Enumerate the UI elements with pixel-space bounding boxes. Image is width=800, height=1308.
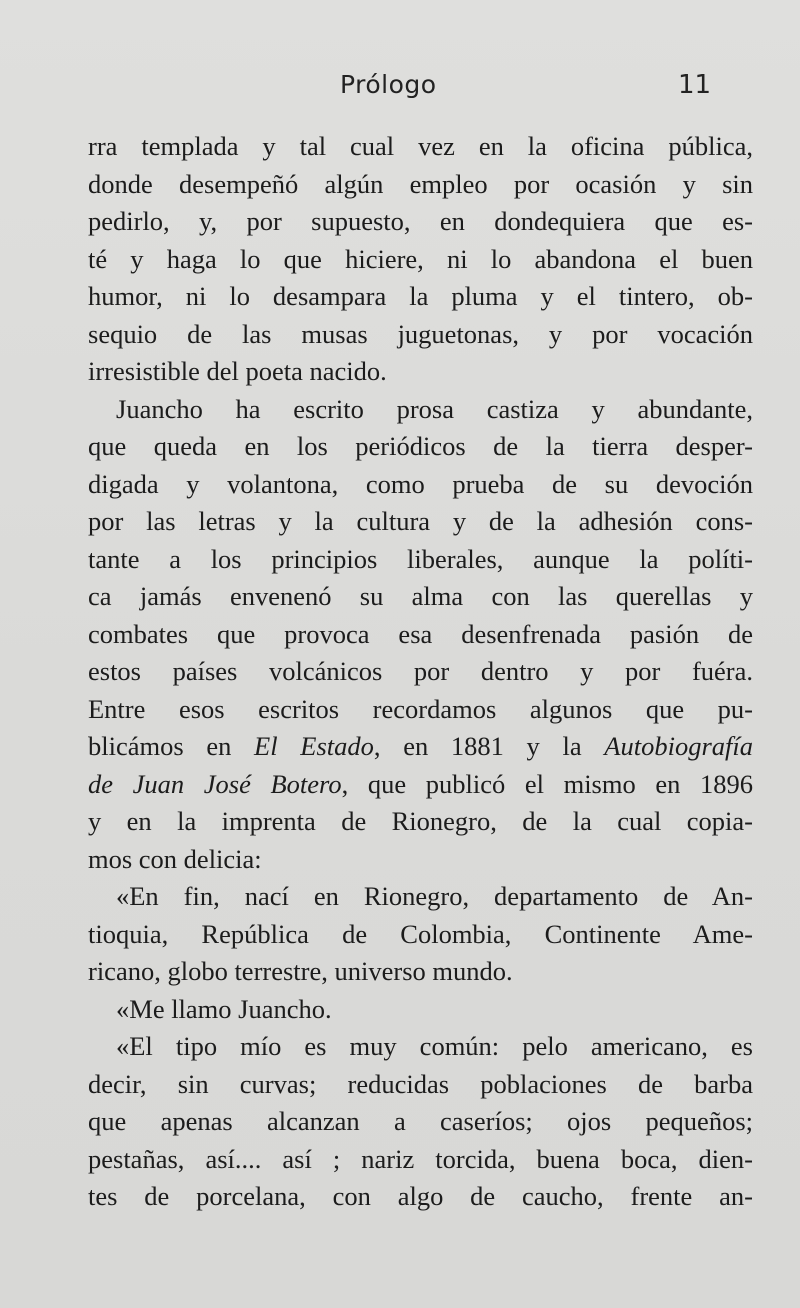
line-text: donde desempeñó algún empleo por ocasión y sin bbox=[88, 168, 753, 199]
text-line bbox=[88, 353, 753, 391]
line-text: por las letras y la cultura y de la adhesión cons- bbox=[88, 506, 753, 536]
line-text: y en la imprenta de Rionegro, de la cual copia- bbox=[88, 806, 753, 836]
line-text: ricano, globo terrestre, universo mundo. bbox=[88, 956, 513, 986]
text-line bbox=[88, 653, 753, 691]
line-text: tioquia, República de Colombia, Continente Ame- bbox=[88, 918, 753, 949]
text-line bbox=[88, 991, 753, 1029]
line-text: mos con delicia: bbox=[88, 843, 262, 874]
text-line bbox=[88, 166, 753, 204]
text-line bbox=[88, 616, 753, 654]
italic-text: de Juan José Botero bbox=[88, 768, 342, 799]
text-line bbox=[88, 503, 753, 541]
text-line bbox=[88, 691, 753, 729]
text-line bbox=[88, 541, 753, 579]
line-text: decir, sin curvas; reducidas poblaciones de barba bbox=[88, 1068, 753, 1099]
text-line bbox=[88, 916, 753, 954]
text-line bbox=[88, 766, 753, 804]
text-line bbox=[88, 728, 753, 766]
text-line bbox=[88, 128, 753, 166]
line-text: , en 1881 y la bbox=[373, 731, 605, 761]
text-line bbox=[88, 841, 753, 879]
running-title: Prólogo bbox=[340, 70, 437, 99]
line-text: combates que provoca esa desenfrenada pasión de bbox=[88, 618, 753, 649]
text-line bbox=[88, 1028, 753, 1066]
line-text: digada y volantona, como prueba de su devoción bbox=[88, 468, 753, 499]
line-text: té y haga lo que hiciere, ni lo abandona el buen bbox=[88, 243, 753, 274]
text-line bbox=[88, 578, 753, 616]
line-text: ca jamás envenenó su alma con las querellas y bbox=[88, 581, 753, 611]
text-line bbox=[88, 316, 753, 354]
line-text: que apenas alcanzan a caseríos; ojos pequeños; bbox=[88, 1106, 753, 1136]
line-text: tante a los principios liberales, aunque la políti- bbox=[88, 543, 753, 574]
line-text: tes de porcelana, con algo de caucho, frente an- bbox=[88, 1181, 753, 1211]
italic-text: El Estado bbox=[254, 731, 374, 761]
text-line bbox=[88, 428, 753, 466]
line-text: sequio de las musas juguetonas, y por vocación bbox=[88, 318, 753, 349]
text-line bbox=[88, 1103, 753, 1141]
line-text: «Me llamo Juancho. bbox=[116, 993, 332, 1024]
text-line bbox=[88, 1066, 753, 1104]
text-line bbox=[88, 391, 753, 429]
line-text: Entre esos escritos recordamos algunos que pu- bbox=[88, 693, 753, 724]
line-text: blicámos en bbox=[88, 731, 255, 761]
text-line bbox=[88, 803, 753, 841]
text-line bbox=[88, 1178, 753, 1216]
line-text: pedirlo, y, por supuesto, en dondequiera que es- bbox=[88, 206, 753, 236]
italic-text: Autobiografía bbox=[604, 731, 753, 761]
text-line bbox=[88, 878, 753, 916]
line-text: estos países volcánicos por dentro y por fuéra. bbox=[88, 656, 753, 686]
text-line bbox=[88, 953, 753, 991]
text-line bbox=[88, 241, 753, 279]
page-number: 11 bbox=[678, 70, 712, 100]
text-line bbox=[88, 1141, 753, 1179]
text-line bbox=[88, 278, 753, 316]
line-text: que queda en los periódicos de la tierra desper- bbox=[88, 431, 753, 461]
text-line bbox=[88, 466, 753, 504]
line-text: «En fin, nací en Rionegro, departamento de An- bbox=[116, 881, 753, 911]
line-text: «El tipo mío es muy común: pelo americano, es bbox=[116, 1031, 753, 1061]
line-text: rra templada y tal cual vez en la oficina pública, bbox=[88, 131, 753, 161]
line-text: Juancho ha escrito prosa castiza y abundante, bbox=[116, 393, 753, 424]
line-text: , que publicó el mismo en 1896 bbox=[341, 768, 753, 799]
page-header bbox=[0, 64, 800, 104]
body-text bbox=[88, 128, 753, 1216]
text-line bbox=[88, 203, 753, 241]
line-text: irresistible del poeta nacido. bbox=[88, 356, 387, 386]
line-text: humor, ni lo desampara la pluma y el tintero, ob- bbox=[88, 281, 753, 311]
line-text: pestañas, así.... así ; nariz torcida, buena boca, dien- bbox=[88, 1143, 753, 1174]
